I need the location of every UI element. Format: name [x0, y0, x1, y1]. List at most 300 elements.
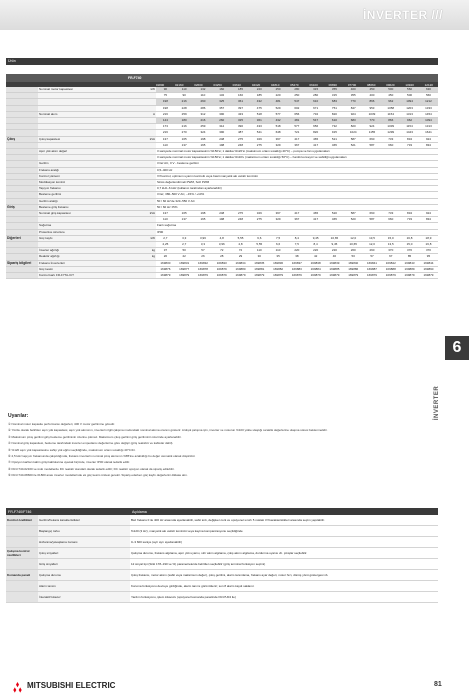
spec-value-cell: 275: [231, 211, 250, 217]
spec-value-cell: 198: [212, 217, 231, 223]
spec-value-cell: 847: [344, 105, 363, 111]
spec-value-cell: 169830: [156, 260, 175, 266]
feature-group-cell: [6, 581, 38, 592]
spec-value-cell: 3 saniyede nominal motor kapasitesinin %150'si; 1 dakika %110'u (maksimum ortam sıcaklığı 50°C) – hanlık konveyör ve sabitliği uygulamaları: [156, 155, 438, 161]
model-number: 04810: [271, 82, 280, 87]
spec-value-cell: 85: [400, 254, 419, 260]
spec-value-cell: 8,4: [287, 235, 306, 241]
spec-value-cell: 169838: [306, 260, 325, 266]
spec-value-cell: 587: [363, 142, 382, 148]
spec-value-cell: 518: [269, 124, 288, 130]
spec-label-cell: Nominal motor kapasitesi: [38, 87, 130, 93]
spec-value-cell: 733: [381, 211, 400, 217]
spec-value-cell: 312: [194, 111, 213, 117]
feature-row: [6, 559, 438, 570]
spec-value-cell: 866: [363, 99, 382, 105]
spec-value-cell: 866: [381, 118, 400, 124]
spec-value-cell: 541: [250, 130, 269, 136]
spec-value-cell: 7,5: [287, 242, 306, 248]
spec-value-cell: 185: [250, 93, 269, 99]
feature-desc-cell: %120 (3 Hz), manyetik akı vektör kontrolü veya kayma kompanzasyonu seçildiğinde: [130, 526, 438, 537]
spec-value-cell: 820: [306, 130, 325, 136]
spec-unit-cell: kW: [130, 235, 156, 241]
spec-value-cell: 137: [156, 136, 175, 142]
spec-value-cell: 834: [419, 142, 438, 148]
urun-label: Ürün: [8, 59, 16, 63]
spec-unit-cell: kg: [130, 254, 156, 260]
spec-value-cell: 250: [287, 93, 306, 99]
spec-value-cell: 732: [306, 111, 325, 117]
spec-value-cell: 370: [419, 248, 438, 254]
spec-value-cell: 953: [363, 105, 382, 111]
spec-label-cell: Protective structure: [38, 229, 130, 235]
spec-value-cell: 400: [363, 93, 382, 99]
spec-value-cell: 137: [156, 211, 175, 217]
spec-value-cell: 521: [344, 142, 363, 148]
spec-value-cell: Fanlı soğutma: [156, 223, 438, 229]
spec-value-cell: 1443: [400, 130, 419, 136]
spec-value-cell: 144: [156, 118, 175, 124]
spec-value-cell: 732: [325, 124, 344, 130]
spec-group-cell: Diğerleri: [6, 235, 38, 241]
spec-value-cell: 169879: [194, 273, 213, 279]
spec-label-cell: Taşıyıcı frekansı: [38, 186, 130, 192]
note-item: ① Nominal motor kapasite performansı değerleri, 400 V motor gerilimine göredir.: [8, 422, 115, 426]
spec-value-cell: 165: [194, 142, 213, 148]
spec-value-cell: 1454: [419, 111, 438, 117]
feature-desc-cell: 0–3 600 saniye (ayrı ayrı ayarlanabilir): [130, 537, 438, 548]
note-item: ⑨ FR-F740-08660 ile 01800 arası inverter modellerinde ek güç kesim ünitesi gerekir. Sipariş ederken güç kaybı değerlerini dikkate alın.: [8, 473, 188, 478]
spec-unit-cell: A: [130, 111, 156, 117]
spec-value-cell: 260: [363, 248, 382, 254]
spec-value-cell: 671: [306, 105, 325, 111]
spec-value-cell: 169833: [212, 260, 231, 266]
spec-value-cell: 10,65: [344, 242, 363, 248]
note-item: ② Yüzde olarak belirtilen aşırı yük kapasitesi, aşırı yük akımının, inverterin ilgili çalışma modundaki nominal akıma oranını gösterir. Ardışık çalışma için, inverter ve motorun %100 yükte ulaştığı sıcaklık değerlerine ulaşma süresi beklenmelidir.: [8, 428, 328, 433]
spec-value-cell: 110: [250, 248, 269, 254]
spec-value-cell: 751: [325, 105, 344, 111]
spec-model-header: [6, 74, 438, 82]
spec-value-cell: 42: [306, 254, 325, 260]
spec-product-row: [6, 58, 438, 65]
spec-unit-cell: kVA: [130, 211, 156, 217]
spec-value-cell: 169879: [250, 273, 269, 279]
spec-value-cell: 577: [287, 124, 306, 130]
spec-label-cell: Frekans aralığı: [38, 167, 130, 173]
spec-value-cell: 169879: [325, 273, 344, 279]
spec-unit-cell: kVA: [130, 136, 156, 142]
spec-value-cell: 90: [156, 87, 175, 93]
model-number: 03610: [232, 82, 241, 87]
spec-value-cell: 198: [156, 99, 175, 105]
spec-value-cell: 169879: [269, 273, 288, 279]
spec-value-cell: 248: [231, 217, 250, 223]
spec-value-cell: 72: [212, 248, 231, 254]
spec-value-cell: 169887: [363, 266, 382, 272]
spec-value-cell: 9,45: [325, 242, 344, 248]
spec-value-cell: 275: [250, 142, 269, 148]
spec-value-cell: 733: [400, 217, 419, 223]
spec-value-cell: 520: [325, 211, 344, 217]
notes-title: Uyarılar:: [8, 413, 29, 419]
spec-value-cell: 169837: [287, 260, 306, 266]
spec-value-cell: 487: [231, 130, 250, 136]
spec-value-cell: 1039: [381, 124, 400, 130]
spec-value-cell: 26: [194, 254, 213, 260]
chapter-number-tab: 6: [445, 336, 469, 360]
spec-value-cell: 13,5: [381, 242, 400, 248]
spec-value-cell: 834: [400, 211, 419, 217]
spec-value-cell: 1299: [381, 130, 400, 136]
spec-value-cell: 1641: [419, 130, 438, 136]
spec-value-cell: 962: [381, 99, 400, 105]
feature-label-cell: Çalışma durumu: [38, 570, 130, 581]
feature-label-cell: İnteraktif kılavuz: [38, 592, 130, 603]
spec-value-cell: 315: [325, 93, 344, 99]
spec-value-cell: 169877: [175, 266, 194, 272]
spec-value-cell: 57: [194, 248, 213, 254]
feature-row: [6, 515, 438, 526]
model-number: 06100: [309, 82, 318, 87]
spec-value-cell: 2,7: [156, 235, 175, 241]
spec-value-cell: 8,4: [306, 242, 325, 248]
spec-value-cell: 357: [212, 105, 231, 111]
spec-value-cell: 355: [344, 93, 363, 99]
spec-value-cell: 132: [194, 87, 213, 93]
feature-desc-cell: Çıkış frekansı, motor akımı (sabit veya maksimum değer), çıkış gerilimi, alarm tanımlama, frekans ayar değeri, motor hızı, dönüş yönü göstergesi vb.: [130, 570, 438, 581]
notes-list: [8, 421, 438, 479]
feature-desc-cell: 12 sinyal tipi (Sirki 178–190 ve %) parametrelerde belirtilen seçilebilir (giriş terminal fonksiyon seçimi): [130, 559, 438, 570]
model-number: 02160: [175, 82, 184, 87]
spec-value-cell: 169885: [325, 266, 344, 272]
spec-value-cell: 529: [269, 105, 288, 111]
spec-value-cell: 169879: [287, 273, 306, 279]
model-number: 01800: [155, 82, 165, 87]
spec-value-cell: 169832: [194, 260, 213, 266]
spec-value-cell: 417: [306, 142, 325, 148]
spec-value-cell: 417: [306, 217, 325, 223]
spec-value-cell: 169879: [212, 266, 231, 272]
spec-value-cell: 137: [175, 217, 194, 223]
spec-group-cell: Sipariş bilgileri: [6, 260, 38, 266]
feature-group-cell: [6, 592, 38, 603]
spec-value-cell: 1039: [363, 111, 382, 117]
spec-label-cell: Kontrol kartı FR-F7TA-ICT: [38, 273, 130, 279]
spec-value-cell: 216: [175, 99, 194, 105]
spec-value-cell: 610: [325, 118, 344, 124]
spec-label-cell: Çıkış kapasitesi: [38, 136, 130, 142]
spec-value-cell: 169879: [400, 273, 419, 279]
spec-value-cell: 260: [194, 99, 213, 105]
spec-value-cell: 450: [363, 87, 382, 93]
spec-value-cell: 30: [250, 254, 269, 260]
spec-label-cell: Güç kaybı: [38, 235, 130, 241]
feature-label-cell: Çıkış sinyalleri: [38, 548, 130, 559]
spec-label-cell: Modülasyon kontrol: [38, 180, 130, 186]
spec-value-cell: 250: [269, 87, 288, 93]
spec-value-cell: 180: [175, 118, 194, 124]
spec-value-cell: 37: [156, 248, 175, 254]
spec-value-cell: 110: [269, 248, 288, 254]
spec-value-cell: 325: [212, 99, 231, 105]
spec-value-cell: 312: [212, 124, 231, 130]
spec-value-cell: 390: [231, 124, 250, 130]
features-table: [6, 515, 438, 603]
spec-value-cell: 500: [400, 93, 419, 99]
feature-group-cell: [6, 559, 38, 570]
spec-value-cell: 521: [325, 136, 344, 142]
spec-value-cell: V/f kontrol, optimum uyarım kontrolü veya basit manyetik akı vektör kontrolü: [156, 173, 438, 179]
spec-value-cell: 683: [325, 99, 344, 105]
spec-value-cell: 137: [175, 142, 194, 148]
spec-value-cell: 169886: [344, 266, 363, 272]
spec-value-cell: 216: [175, 124, 194, 130]
spec-value-cell: 2,25: [156, 242, 175, 248]
note-item: ⑧ FR-F740-02160 ve üstü modellerde DC reaktör standart olarak tedarik edilir; DC reaktör opsiyon olarak da sipariş edilebilir.: [8, 466, 175, 471]
feature-group-cell: Kontrol özellikleri: [6, 515, 38, 526]
spec-value-cell: 169879: [344, 273, 363, 279]
model-number: 07700: [347, 82, 357, 87]
spec-group-cell: [6, 273, 38, 279]
feature-label-cell: Giriş sinyalleri: [38, 559, 130, 570]
spec-value-cell: 280: [287, 87, 306, 93]
spec-value-cell: 169879: [212, 273, 231, 279]
feature-desc-cell: Çalışma durumu, frekans algılama, aşırı yük uyarısı, sıfır akım algılama, çıkış akımı algılama, durdurma uyarısı vb. çıkışlar seçilebilir.: [130, 548, 438, 559]
spec-label-cell: Aşırı yük akım değeri: [38, 149, 130, 155]
spec-value-cell: 432: [269, 118, 288, 124]
spec-value-cell: 6,6: [269, 242, 288, 248]
spec-value-cell: 165: [175, 211, 194, 217]
spec-value-cell: 169878: [194, 266, 213, 272]
spec-value-cell: 367: [269, 136, 288, 142]
model-number: 03250: [213, 82, 222, 87]
spec-label-cell: Nominal akım: [38, 111, 130, 117]
spec-value-cell: 169840: [344, 260, 363, 266]
spec-value-cell: 370: [381, 248, 400, 254]
page-number: 81: [434, 681, 442, 688]
spec-value-cell: 169879: [381, 273, 400, 279]
spec-value-cell: 169879: [419, 273, 438, 279]
spec-value-cell: 169839: [325, 260, 344, 266]
spec-value-cell: 0,7 kHz–6 kHz (kullanıcı tarafından ayarlanabilir): [156, 186, 438, 192]
spec-value-cell: 324: [194, 130, 213, 136]
spec-value-cell: 367: [287, 142, 306, 148]
spec-value-cell: 610: [306, 99, 325, 105]
spec-value-cell: 733: [381, 136, 400, 142]
spec-value-cell: 1024: [344, 130, 363, 136]
features-header-left: FR-F740/F746: [8, 509, 32, 514]
spec-value-cell: 29: [231, 254, 250, 260]
spec-value-cell: 169844: [419, 260, 438, 266]
spec-value-cell: 169884: [306, 266, 325, 272]
spec-value-cell: 220: [269, 93, 288, 99]
spec-value-cell: 160: [212, 87, 231, 93]
spec-label-cell: Besleme gerilimi: [38, 192, 130, 198]
spec-value-cell: 500: [381, 87, 400, 93]
spec-value-cell: 465: [306, 136, 325, 142]
spec-value-cell: 248: [212, 211, 231, 217]
spec-value-cell: 3,3: [175, 235, 194, 241]
spec-value-cell: 248: [231, 142, 250, 148]
spec-value-cell: 1154: [381, 111, 400, 117]
spec-value-cell: IP00: [156, 229, 438, 235]
spec-value-cell: 1212: [419, 99, 438, 105]
feature-desc-cell: Koruma fonksiyonu devreye girdiğinde, alarm tanımı görüntülenir; son 8 alarm kaydı saklanır.: [130, 581, 438, 592]
spec-value-cell: 169841: [363, 260, 382, 266]
spec-value-cell: 5,55: [250, 242, 269, 248]
spec-group-cell: Çıkış: [6, 136, 38, 142]
spec-value-cell: 286: [194, 105, 213, 111]
spec-value-cell: 924: [419, 136, 438, 142]
spec-value-cell: 248: [212, 136, 231, 142]
spec-value-cell: 16,8: [400, 235, 419, 241]
header-title-text: İNVERTER: [362, 8, 428, 22]
spec-label-cell: Soğutma: [38, 223, 130, 229]
spec-value-cell: 4,8: [231, 242, 250, 248]
spec-value-cell: 602: [287, 105, 306, 111]
spec-value-cell: 433: [250, 124, 269, 130]
spec-value-cell: 660: [381, 217, 400, 223]
spec-value-cell: 6,6: [250, 235, 269, 241]
spec-table: [6, 87, 438, 279]
feature-row: [6, 526, 438, 537]
spec-value-cell: 90: [175, 93, 194, 99]
spec-value-cell: 216: [156, 130, 175, 136]
spec-value-cell: 770: [363, 118, 382, 124]
model-number: 09620: [386, 82, 395, 87]
spec-value-cell: 1313: [419, 124, 438, 130]
spec-value-cell: 361: [250, 118, 269, 124]
spec-value-cell: 656: [287, 111, 306, 117]
model-number: 08660: [367, 82, 376, 87]
spec-value-cell: 169834: [231, 260, 250, 266]
spec-value-cell: 370: [400, 248, 419, 254]
spec-value-cell: 57: [363, 254, 382, 260]
header-title: [363, 8, 443, 22]
spec-value-cell: 721: [287, 130, 306, 136]
spec-value-cell: 355: [325, 87, 344, 93]
spec-value-cell: 35: [269, 254, 288, 260]
header-slashes: ///: [431, 8, 443, 22]
spec-value-cell: 198: [156, 105, 175, 111]
spec-value-cell: 3,3: [194, 242, 213, 248]
spec-value-cell: 50: [175, 248, 194, 254]
spec-value-cell: 110: [156, 142, 175, 148]
spec-value-cell: 15,0: [400, 242, 419, 248]
spec-value-cell: 46: [325, 254, 344, 260]
spec-value-cell: 169879: [156, 273, 175, 279]
spec-value-cell: 12,0: [363, 242, 382, 248]
mitsubishi-diamonds-icon: [12, 680, 23, 691]
spec-value-cell: 220: [325, 248, 344, 254]
spec-group-cell: Giriş: [6, 204, 38, 210]
spec-label-cell: Reaktör ağırlığı: [38, 254, 130, 260]
spec-value-cell: 165: [175, 136, 194, 142]
spec-value-cell: 4,8: [212, 235, 231, 241]
spec-value-cell: 397: [231, 105, 250, 111]
spec-value-cell: 22: [175, 254, 194, 260]
spec-value-cell: 132: [212, 93, 231, 99]
spec-row: [6, 87, 438, 93]
spec-value-cell: 169883: [287, 266, 306, 272]
spec-value-cell: 198: [194, 136, 213, 142]
spec-value-cell: 270: [175, 130, 194, 136]
spec-value-cell: 577: [269, 111, 288, 117]
spec-value-cell: 433: [231, 111, 250, 117]
feature-label-cell: Başlangıç torku: [38, 526, 130, 537]
feature-desc-cell: Yardım fonksiyonu, işlem kılavuzu (opsiyonel komanda panelinde FR-PU04 ile): [130, 592, 438, 603]
page-header: [0, 0, 469, 30]
spec-value-cell: 660: [381, 142, 400, 148]
spec-value-cell: 587: [363, 217, 382, 223]
spec-value-cell: 1058: [381, 105, 400, 111]
note-item: ③ Maksimum çıkış gerilimi giriş besleme geriliminin üzerine çıkmaz. Maksimum çıkış gerilimi giriş geriliminin üzerinde ayarlanabilir.: [8, 434, 182, 439]
spec-value-cell: 275: [250, 217, 269, 223]
spec-value-cell: 169831: [175, 260, 194, 266]
spec-value-cell: 95: [419, 254, 438, 260]
spec-value-cell: 325: [231, 118, 250, 124]
spec-value-cell: 50 / 60 Hz'de 323–550 V AC: [156, 198, 438, 204]
spec-value-cell: 547: [306, 118, 325, 124]
spec-value-cell: 3,96: [194, 235, 213, 241]
model-prefix: FR-F740: [128, 75, 142, 80]
spec-value-cell: 198: [194, 211, 213, 217]
spec-value-cell: 450: [381, 93, 400, 99]
spec-unit-cell: [130, 273, 156, 279]
spec-value-cell: 587: [344, 211, 363, 217]
spec-value-cell: 361: [231, 99, 250, 105]
spec-value-cell: 169879: [363, 273, 382, 279]
note-item: ④ Nominal giriş kapasitesi, besleme tarafındaki inverter empedansı değerlerine göre değişir (giriş reaktörü ve kablolar dahil).: [8, 441, 174, 446]
spec-value-cell: 820: [325, 111, 344, 117]
spec-value-cell: 185: [231, 87, 250, 93]
spec-value-cell: 962: [400, 118, 419, 124]
spec-value-cell: 417: [287, 136, 306, 142]
spec-value-cell: 275: [231, 136, 250, 142]
spec-value-cell: 329: [250, 211, 269, 217]
note-item: ⑥ 2,5 kHz taşıyıcı frekansında çalışıldığında, frekans inverterin nominal çıkış akımının %85'ine azaltıldığı bu değer otomatik olarak düşürülür.: [8, 454, 196, 459]
spec-value-cell: 2,7: [175, 242, 194, 248]
spec-value-cell: 520: [344, 217, 363, 223]
spec-value-cell: 656: [306, 124, 325, 130]
spec-value-cell: 228: [175, 105, 194, 111]
chapter-label-text: İNVERTER: [434, 385, 441, 421]
note-item: ⑦ Opsiyon kartları kabin girişi kablolarına uyacak biçimde, inverter IP00 olarak tedarik edilir.: [8, 460, 130, 465]
spec-value-cell: 834: [419, 217, 438, 223]
spec-value-cell: 390: [212, 130, 231, 136]
spec-value-cell: 7,5: [269, 235, 288, 241]
feature-group-cell: [6, 537, 38, 548]
spec-value-cell: 3 faz AC, 0 V - besleme gerilimi: [156, 161, 438, 167]
model-number: 04320: [251, 82, 261, 87]
spec-value-cell: 1333: [419, 105, 438, 111]
spec-value-cell: 329: [269, 217, 288, 223]
spec-label-cell: Kontrol yöntemi: [38, 173, 130, 179]
spec-value-cell: 216: [194, 118, 213, 124]
feature-label-cell: Alarm tanımı: [38, 581, 130, 592]
spec-value-cell: 924: [419, 211, 438, 217]
spec-value-cell: 367: [287, 217, 306, 223]
spec-value-cell: 169879: [231, 273, 250, 279]
spec-value-cell: 169879: [306, 273, 325, 279]
spec-unit-cell: kg: [130, 248, 156, 254]
model-number: 02600: [194, 82, 203, 87]
spec-value-cell: 547: [287, 99, 306, 105]
spec-value-cell: 1313: [400, 111, 419, 117]
spec-value-cell: 481: [287, 118, 306, 124]
spec-unit-cell: kW: [130, 87, 156, 93]
spec-value-cell: 75: [156, 93, 175, 99]
